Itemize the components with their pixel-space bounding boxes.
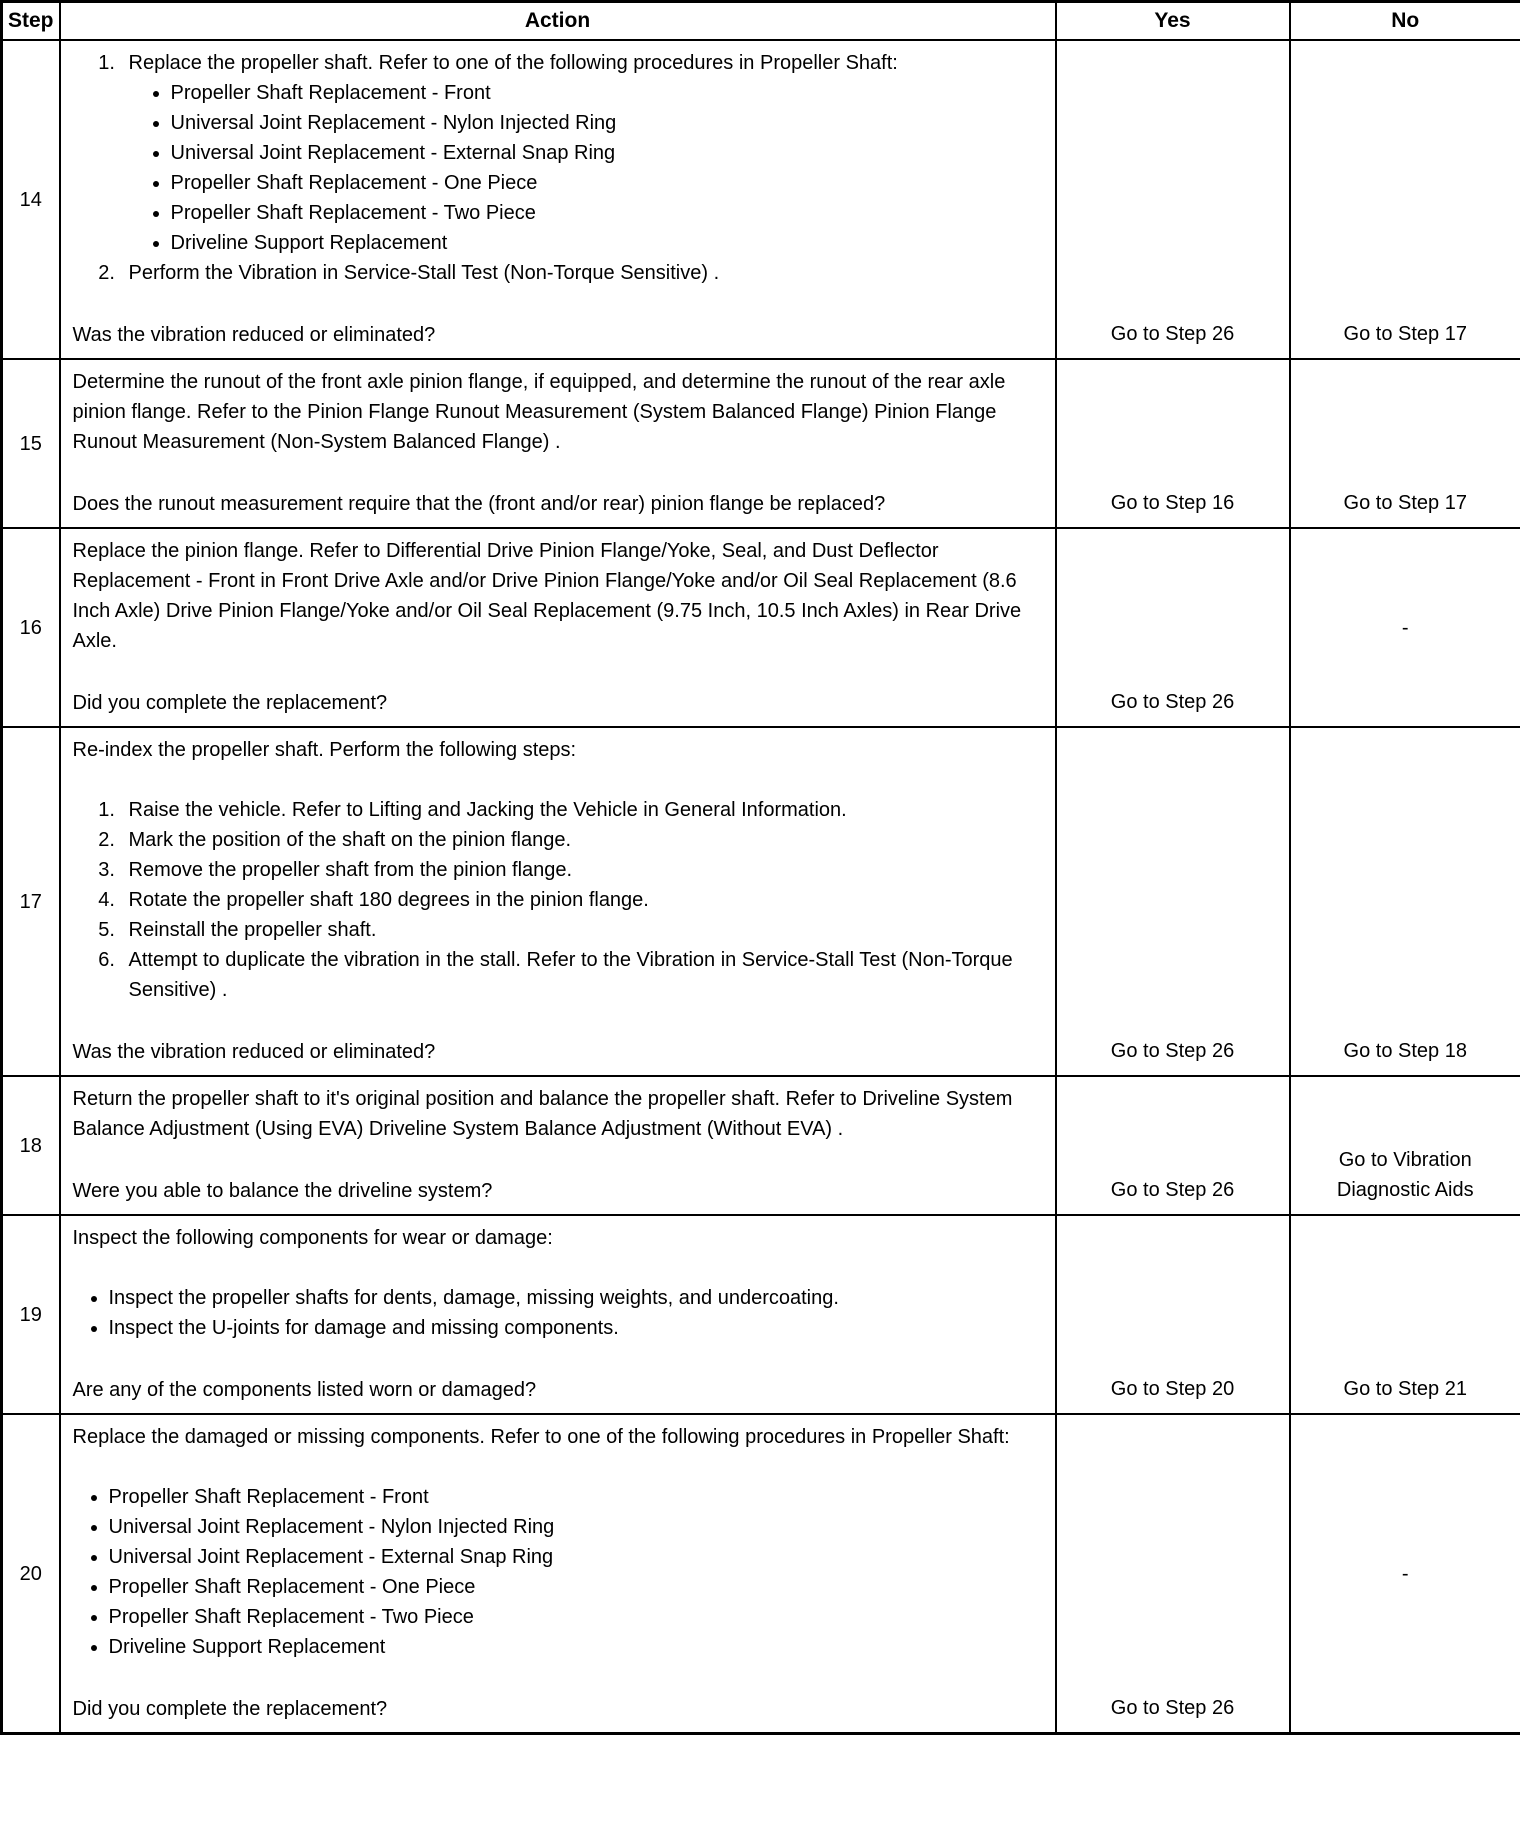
action-list [73,1482,1041,1662]
action-paragraph: Re-index the propeller shaft. Perform the following steps: [72,739,577,761]
action-list [73,1283,1041,1343]
bullet-item [109,1482,1041,1512]
action-question: Does the runout measurement require that the (front and/or rear) pinion flange be replaced? [72,493,886,515]
action-paragraph: Inspect the following components for wear or damage: [72,1227,553,1249]
numbered-item [121,825,1041,855]
table-row [2,727,1520,1076]
no-cell: Go to Step 17 [1290,359,1520,528]
step-number: 18 [2,1076,60,1215]
action-paragraph: Determine the runout of the front axle pinion flange, if equipped, and determine the runout of the rear axle pinion flange. Refer to the Pinion Flange Runout Measurement (System Balanced Flange) Pinion Flange Runout Measurement (Non-System Balanced Flange) . [72,371,1006,453]
list-item-text: Attempt to duplicate the vibration in the stall. Refer to the Vibration in Service-Stall Test (Non-Torque Sensitive) . [128,949,1013,1001]
list-item-text: Reinstall the propeller shaft. [128,919,377,941]
action-cell [60,727,1056,1076]
action-paragraph: Replace the pinion flange. Refer to Differential Drive Pinion Flange/Yoke, Seal, and Dust Deflector Replacement - Front in Front Drive Axle and/or Drive Pinion Flange/Yoke and/or Oil Seal Replacement (8.6 Inch Axle) Drive Pinion Flange/Yoke and/or Oil Seal Replacement (9.75 Inch, 10.5 Inch Axles) in Rear Drive Axle. [72,540,1022,652]
table-row [2,1414,1520,1734]
yes-cell: Go to Step 26 [1056,1414,1290,1734]
action-question: Are any of the components listed worn or damaged? [72,1379,537,1401]
bullet-item: • Driveline Support Replacement [171,228,1041,258]
list-item-text: Propeller Shaft Replacement - Front [108,1486,429,1508]
numbered-item [121,945,1041,1005]
action-question: Was the vibration reduced or eliminated? [72,1041,436,1063]
step-number: 19 [2,1215,60,1414]
list-item-text: Universal Joint Replacement - External Snap Ring [108,1546,554,1568]
list-item-text: Raise the vehicle. Refer to Lifting and Jacking the Vehicle in General Information. [128,799,847,821]
column-header-yes: Yes [1056,2,1290,41]
step-number: 17 [2,727,60,1076]
numbered-item [121,258,1041,288]
table-row [2,528,1520,727]
list-item-text: Propeller Shaft Replacement - Two Piece [108,1606,474,1628]
step-number: 14 [2,40,60,359]
action-paragraph: Replace the damaged or missing components. Refer to one of the following procedures in Propeller Shaft: [72,1426,1010,1448]
list-item-text: Remove the propeller shaft from the pinion flange. [128,859,573,881]
bullet-item [109,1512,1041,1542]
action-list [73,795,1041,1005]
step-number: 20 [2,1414,60,1734]
yes-cell: Go to Step 26 [1056,528,1290,727]
action-cell [60,1414,1056,1734]
numbered-item [121,885,1041,915]
no-cell: Go to Vibration Diagnostic Aids [1290,1076,1520,1215]
list-item-text: Mark the position of the shaft on the pinion flange. [128,829,572,851]
yes-cell: Go to Step 20 [1056,1215,1290,1414]
no-cell: - [1290,528,1520,727]
bullet-item [109,1313,1041,1343]
column-header-step: Step [2,2,60,41]
action-question: Were you able to balance the driveline system? [72,1180,493,1202]
step-number: 16 [2,528,60,727]
action-list [73,48,1041,288]
numbered-item [121,48,1041,258]
yes-cell: Go to Step 26 [1056,727,1290,1076]
action-sublist [129,78,1041,258]
no-cell: - [1290,1414,1520,1734]
bullet-item: • Propeller Shaft Replacement - Front [171,78,1041,108]
table-row [2,1076,1520,1215]
yes-cell: Go to Step 26 [1056,40,1290,359]
bullet-item: • Universal Joint Replacement - External Snap Ring [171,138,1041,168]
list-item-text: Propeller Shaft Replacement - One Piece [108,1576,476,1598]
bullet-item: • Universal Joint Replacement - Nylon Injected Ring [171,108,1041,138]
header-row [2,2,1520,41]
action-cell [60,1215,1056,1414]
yes-cell: Go to Step 26 [1056,1076,1290,1215]
numbered-item [121,915,1041,945]
list-item-text: Universal Joint Replacement - Nylon Injected Ring [108,1516,555,1538]
list-item-text: Inspect the propeller shafts for dents, damage, missing weights, and undercoating. [108,1287,839,1309]
numbered-item [121,795,1041,825]
bullet-item [109,1572,1041,1602]
list-item-text: Inspect the U-joints for damage and missing components. [108,1317,619,1339]
no-cell: Go to Step 17 [1290,40,1520,359]
table-body [2,40,1520,1734]
bullet-item [109,1283,1041,1313]
no-cell: Go to Step 18 [1290,727,1520,1076]
bullet-item [109,1602,1041,1632]
bullet-item [109,1542,1041,1572]
table-row [2,40,1520,359]
action-paragraph: Return the propeller shaft to it's original position and balance the propeller shaft. Refer to Driveline System Balance Adjustment (Using EVA) Driveline System Balance Adjustment (Without EVA) . [72,1088,1013,1140]
step-number: 15 [2,359,60,528]
action-question: Did you complete the replacement? [72,1698,388,1720]
no-cell: Go to Step 21 [1290,1215,1520,1414]
list-item-text: Replace the propeller shaft. Refer to one of the following procedures in Propeller Shaft: [128,52,898,74]
bullet-item: • Propeller Shaft Replacement - Two Piece [171,198,1041,228]
action-question: Did you complete the replacement? [72,692,388,714]
table-row [2,1215,1520,1414]
numbered-item [121,855,1041,885]
action-cell [60,1076,1056,1215]
bullet-item: • Propeller Shaft Replacement - One Piece [171,168,1041,198]
action-cell [60,528,1056,727]
column-header-action: Action [60,2,1056,41]
yes-cell: Go to Step 16 [1056,359,1290,528]
action-cell [60,40,1056,359]
column-header-no: No [1290,2,1520,41]
bullet-item [109,1632,1041,1662]
action-question: Was the vibration reduced or eliminated? [72,324,436,346]
action-cell [60,359,1056,528]
list-item-text: Perform the Vibration in Service-Stall Test (Non-Torque Sensitive) . [128,262,720,284]
table-row [2,359,1520,528]
list-item-text: Driveline Support Replacement [108,1636,386,1658]
list-item-text: Rotate the propeller shaft 180 degrees in the pinion flange. [128,889,649,911]
